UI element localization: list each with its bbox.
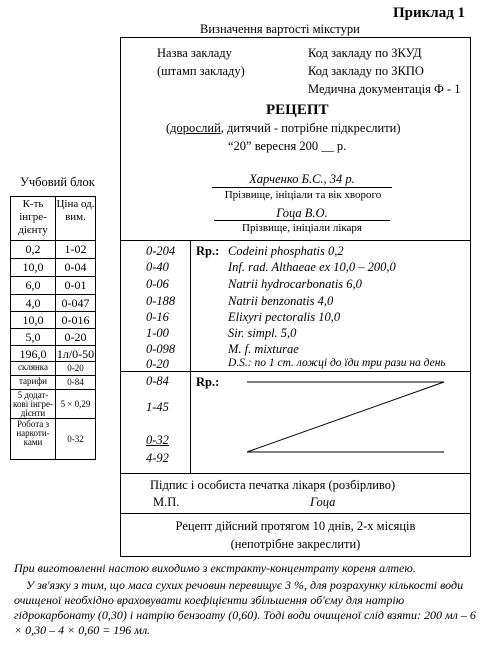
training-price-cell: 0-047: [61, 296, 90, 310]
page-subtitle: Визначення вартості мікстури: [200, 22, 360, 36]
training-row-separator: [10, 294, 96, 295]
code-zkud: Код закладу по ЗКУД: [308, 46, 422, 60]
rx-row-text: Natrii benzonatis 4,0: [228, 294, 334, 308]
training-price-cell: 0-20: [64, 330, 87, 344]
rx-row-text: M. f. mixturae: [228, 342, 299, 356]
rx-row-code: 0-098: [146, 342, 176, 356]
age-line: [166, 121, 401, 136]
training-price-cell: 0-04: [64, 260, 87, 274]
training-price-cell: 1л/0-50: [56, 347, 95, 361]
mp-label: М.П.: [153, 495, 180, 509]
training-qty-cell: 5,0: [25, 330, 41, 344]
training-price-cell: 0-20: [67, 363, 84, 373]
strike-lines: [191, 372, 471, 473]
training-price-cell: 0-016: [61, 313, 90, 327]
training-title: Учбовий блок: [20, 175, 95, 189]
training-price-cell: 1-02: [64, 242, 87, 256]
training-row-separator: [10, 328, 96, 329]
date-line: “20” вересня 200 __ р.: [228, 139, 347, 153]
total-4: 4-92: [146, 451, 169, 465]
rx-row-code: 0-40: [146, 260, 169, 274]
patient-value: Харченко Б.С., 34 р.: [249, 172, 355, 186]
institution-name: Назва закладу: [157, 46, 232, 60]
training-row-separator: [10, 311, 96, 312]
rx-row-text: Sir. simpl. 5,0: [228, 326, 297, 340]
training-qty-cell: 6,0: [25, 278, 41, 292]
institution-stamp: (штамп закладу): [157, 64, 245, 78]
training-qty-cell: Робота з наркоти-ками: [16, 419, 50, 447]
rx-row-text: D.S.: по 1 ст. ложці до їди три рази на день: [228, 357, 446, 369]
training-qty-cell: 10,0: [22, 260, 44, 274]
validity-line-2: (непотрібне закреслити): [230, 537, 361, 551]
rx-row-text: Codeini phosphatis 0,2: [228, 244, 344, 258]
signature-value: Гоца: [310, 495, 336, 509]
doctor-value: Гоца В.О.: [276, 206, 328, 220]
rx-row-code: 0-20: [146, 357, 169, 371]
rp-label-2: Rp.:: [196, 375, 220, 389]
doctor-line: [214, 220, 390, 221]
age-adult: дорослий: [170, 121, 221, 135]
rx-row-code: 0-16: [146, 310, 169, 324]
training-col2-header: Ціна од. вим.: [56, 198, 95, 223]
validity-line-1: Рецепт дійсний протягом 10 днів, 2-х місяців: [175, 519, 416, 533]
age-line-prefix: (: [166, 121, 171, 135]
training-row-separator: [10, 240, 96, 241]
code-zkpo: Код закладу по ЗКПО: [308, 64, 424, 78]
age-line-rest: , дитячий - потрібне підкреслити): [220, 121, 401, 135]
footer-p2: У зв'язку з тим, що маса сухих речовин перевищує 3 %, для розрахунку кількості води очищеної необхідно враховувати коефіцієнти збільшення об'єму для натрію гідрокарбонату (0,30) і натрію бензоату (0,60). Тоді води очищеної слід взяти: 200 мл – 6 × 0,30 – 4 × 0,60 = 196 мл.: [14, 578, 476, 637]
rx-row-code: 1-00: [146, 326, 169, 340]
training-qty-cell: 5 додат-кові інгре-дієнти: [13, 390, 53, 418]
training-price-cell: 0-32: [67, 434, 84, 444]
training-qty-cell: 4,0: [25, 296, 41, 310]
training-price-cell: 5 × 0,29: [60, 398, 91, 409]
rx-top-border: [120, 240, 471, 241]
training-row-separator: [10, 276, 96, 277]
rx-row-text: Elixyri pectoralis 10,0: [228, 310, 341, 324]
rx-bottom-border: [120, 473, 471, 474]
validity-top-border: [120, 513, 471, 514]
rx-row-code: 0-204: [146, 244, 176, 258]
footer-p1: При виготовленні настою виходимо з екстракту-концентрату кореня алтею.: [14, 561, 416, 575]
total-1: 0-84: [146, 374, 169, 388]
training-row-separator: [10, 345, 96, 346]
doctor-caption: Прізвище, ініціали лікаря: [242, 222, 362, 234]
rx-row-text: Natrii hydrocarbonatis 6,0: [228, 277, 362, 291]
training-price-cell: 0-84: [67, 377, 84, 387]
total-3: 0-32: [146, 433, 169, 447]
rx-row-code: 0-06: [146, 277, 169, 291]
training-row-separator: [10, 258, 96, 259]
recipe-title: РЕЦЕПТ: [266, 102, 329, 118]
training-qty-cell: 0,2: [25, 242, 41, 256]
patient-line: [212, 187, 392, 188]
example-title: Приклад 1: [393, 5, 466, 21]
rx-row-code: 0-188: [146, 294, 176, 308]
training-qty-cell: 196,0: [19, 347, 47, 361]
signature-label: Підпис і особиста печатка лікаря (розбірливо): [150, 478, 396, 492]
training-qty-cell: склянка: [17, 362, 49, 372]
training-qty-cell: тарифи: [18, 376, 47, 386]
training-col1-header: К-ть інгре-дієнту: [18, 198, 48, 236]
rx-row-text: Inf. rad. Althaeae ex 10,0 – 200,0: [228, 260, 396, 274]
patient-caption: Прізвище, ініціали та вік хворого: [224, 189, 382, 201]
training-qty-cell: 10,0: [22, 313, 44, 327]
rp-label: Rp.:: [196, 244, 220, 258]
medical-doc: Медична документація Ф - 1: [308, 82, 461, 96]
training-price-cell: 0-01: [64, 278, 87, 292]
total-2: 1-45: [146, 400, 169, 414]
